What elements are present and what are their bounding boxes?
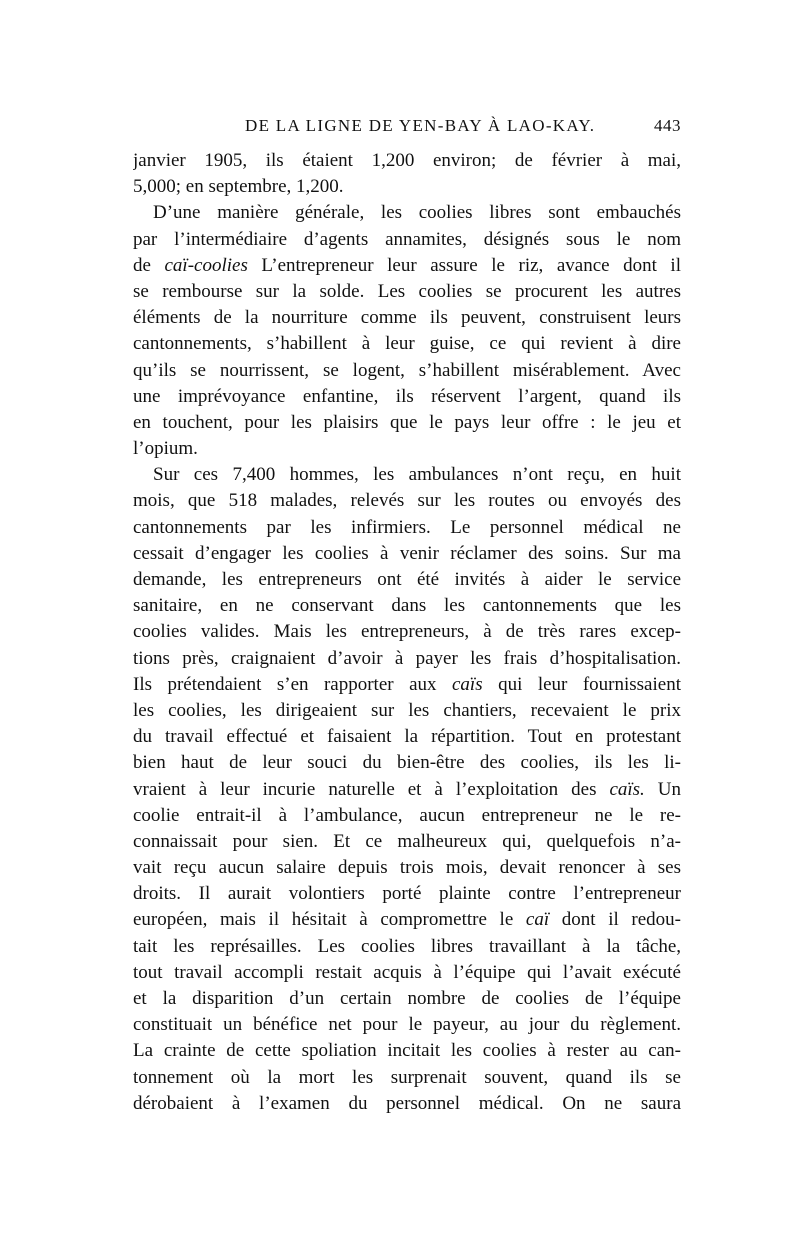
body-text xyxy=(133,148,681,1117)
text-line: par l’intermédiaire d’agents annamites, désignés sous le nom xyxy=(133,228,681,250)
text-line: La crainte de cette spoliation incitait les coolies à rester au can- xyxy=(133,1040,681,1062)
line-text: Ils prétendaient s’en rapporter aux xyxy=(133,673,452,695)
text-line: coolies valides. Mais les entrepreneurs, à de très rares excep- xyxy=(133,621,681,643)
italic-term: caï xyxy=(525,909,550,931)
text-line: tonnement où la mort les surprenait souvent, quand ils se xyxy=(133,1066,681,1088)
text-line xyxy=(133,777,681,803)
line-text: dont il redou- xyxy=(549,909,681,931)
text-line xyxy=(133,253,681,279)
text-line: 5,000; en septembre, 1,200. xyxy=(133,176,344,198)
text-line: éléments de la nourriture comme ils peuvent, construisent leurs xyxy=(133,307,681,329)
italic-term: caïs. xyxy=(609,778,645,800)
paragraph-start-line: D’une manière générale, les coolies libres sont embauchés xyxy=(153,202,681,224)
text-line: les coolies, les dirigeaient sur les chantiers, recevaient le prix xyxy=(133,699,681,721)
text-line: tout travail accompli restait acquis à l’équipe qui l’avait exécuté xyxy=(133,961,681,983)
page-number: 443 xyxy=(654,116,681,135)
text-line xyxy=(133,672,681,698)
running-title: DE LA LIGNE DE YEN-BAY À LAO-KAY. xyxy=(245,116,596,135)
text-line: cantonnements par les infirmiers. Le personnel médical ne xyxy=(133,516,681,538)
italic-term: caïs xyxy=(451,673,483,695)
text-line: vait reçu aucun salaire depuis trois mois, devait renoncer à ses xyxy=(133,857,681,879)
text-line: demande, les entrepreneurs ont été invités à aider le service xyxy=(133,569,681,590)
italic-term: caï-coolies xyxy=(164,254,248,276)
text-line: cantonnements, s’habillent à leur guise, ce qui revient à dire xyxy=(133,333,681,355)
text-line: janvier 1905, ils étaient 1,200 environ; de février à mai, xyxy=(133,150,681,171)
text-line: une imprévoyance enfantine, ils réservent l’argent, quand ils xyxy=(133,385,681,407)
text-line: tions près, craignaient d’avoir à payer les frais d’hospitalisation. xyxy=(133,647,681,669)
text-line xyxy=(133,907,681,933)
text-line: tait les représailles. Les coolies libres travaillant à la tâche, xyxy=(133,935,681,957)
text-line: sanitaire, en ne conservant dans les cantonnements que les xyxy=(133,595,681,617)
text-line: droits. Il aurait volontiers porté plainte contre l’entrepreneur xyxy=(133,883,681,905)
text-line: du travail effectué et faisaient la répartition. Tout en protestant xyxy=(133,726,681,748)
line-text: vraient à leur incurie naturelle et à l’exploitation des xyxy=(133,778,610,800)
paragraph-start-line: Sur ces 7,400 hommes, les ambulances n’ont reçu, en huit xyxy=(153,464,681,486)
text-line: constituait un bénéfice net pour le payeur, au jour du règlement. xyxy=(133,1014,681,1036)
line-text: de xyxy=(133,254,165,276)
text-line: et la disparition d’un certain nombre de coolies de l’équipe xyxy=(133,988,681,1009)
text-line: cessait d’engager les coolies à venir réclamer des soins. Sur ma xyxy=(133,542,681,564)
text-line: mois, que 518 malades, relevés sur les routes ou envoyés des xyxy=(133,490,681,512)
text-line: bien haut de leur souci du bien-être des coolies, ils les li- xyxy=(133,752,681,774)
text-line: en touchent, pour les plaisirs que le pays leur offre : le jeu et xyxy=(133,411,681,433)
line-text: Un xyxy=(644,778,681,800)
running-head xyxy=(133,108,681,138)
text-line: dérobaient à l’examen du personnel médical. On ne saura xyxy=(133,1092,681,1114)
text-line: se rembourse sur la solde. Les coolies se procurent les autres xyxy=(133,280,681,302)
line-text: L’entrepreneur leur assure le riz, avance dont il xyxy=(247,254,681,276)
text-line: coolie entrait-il à l’ambulance, aucun entrepreneur ne le re- xyxy=(133,804,681,826)
line-text: européen, mais il hésitait à compromettre le xyxy=(133,909,526,931)
text-line: l’opium. xyxy=(133,438,198,460)
text-line: connaissait pour sien. Et ce malheureux qui, quelquefois n’a- xyxy=(133,830,681,852)
text-line: qu’ils se nourrissent, se logent, s’habillent misérablement. Avec xyxy=(133,359,681,381)
line-text: qui leur fournissaient xyxy=(482,673,681,695)
